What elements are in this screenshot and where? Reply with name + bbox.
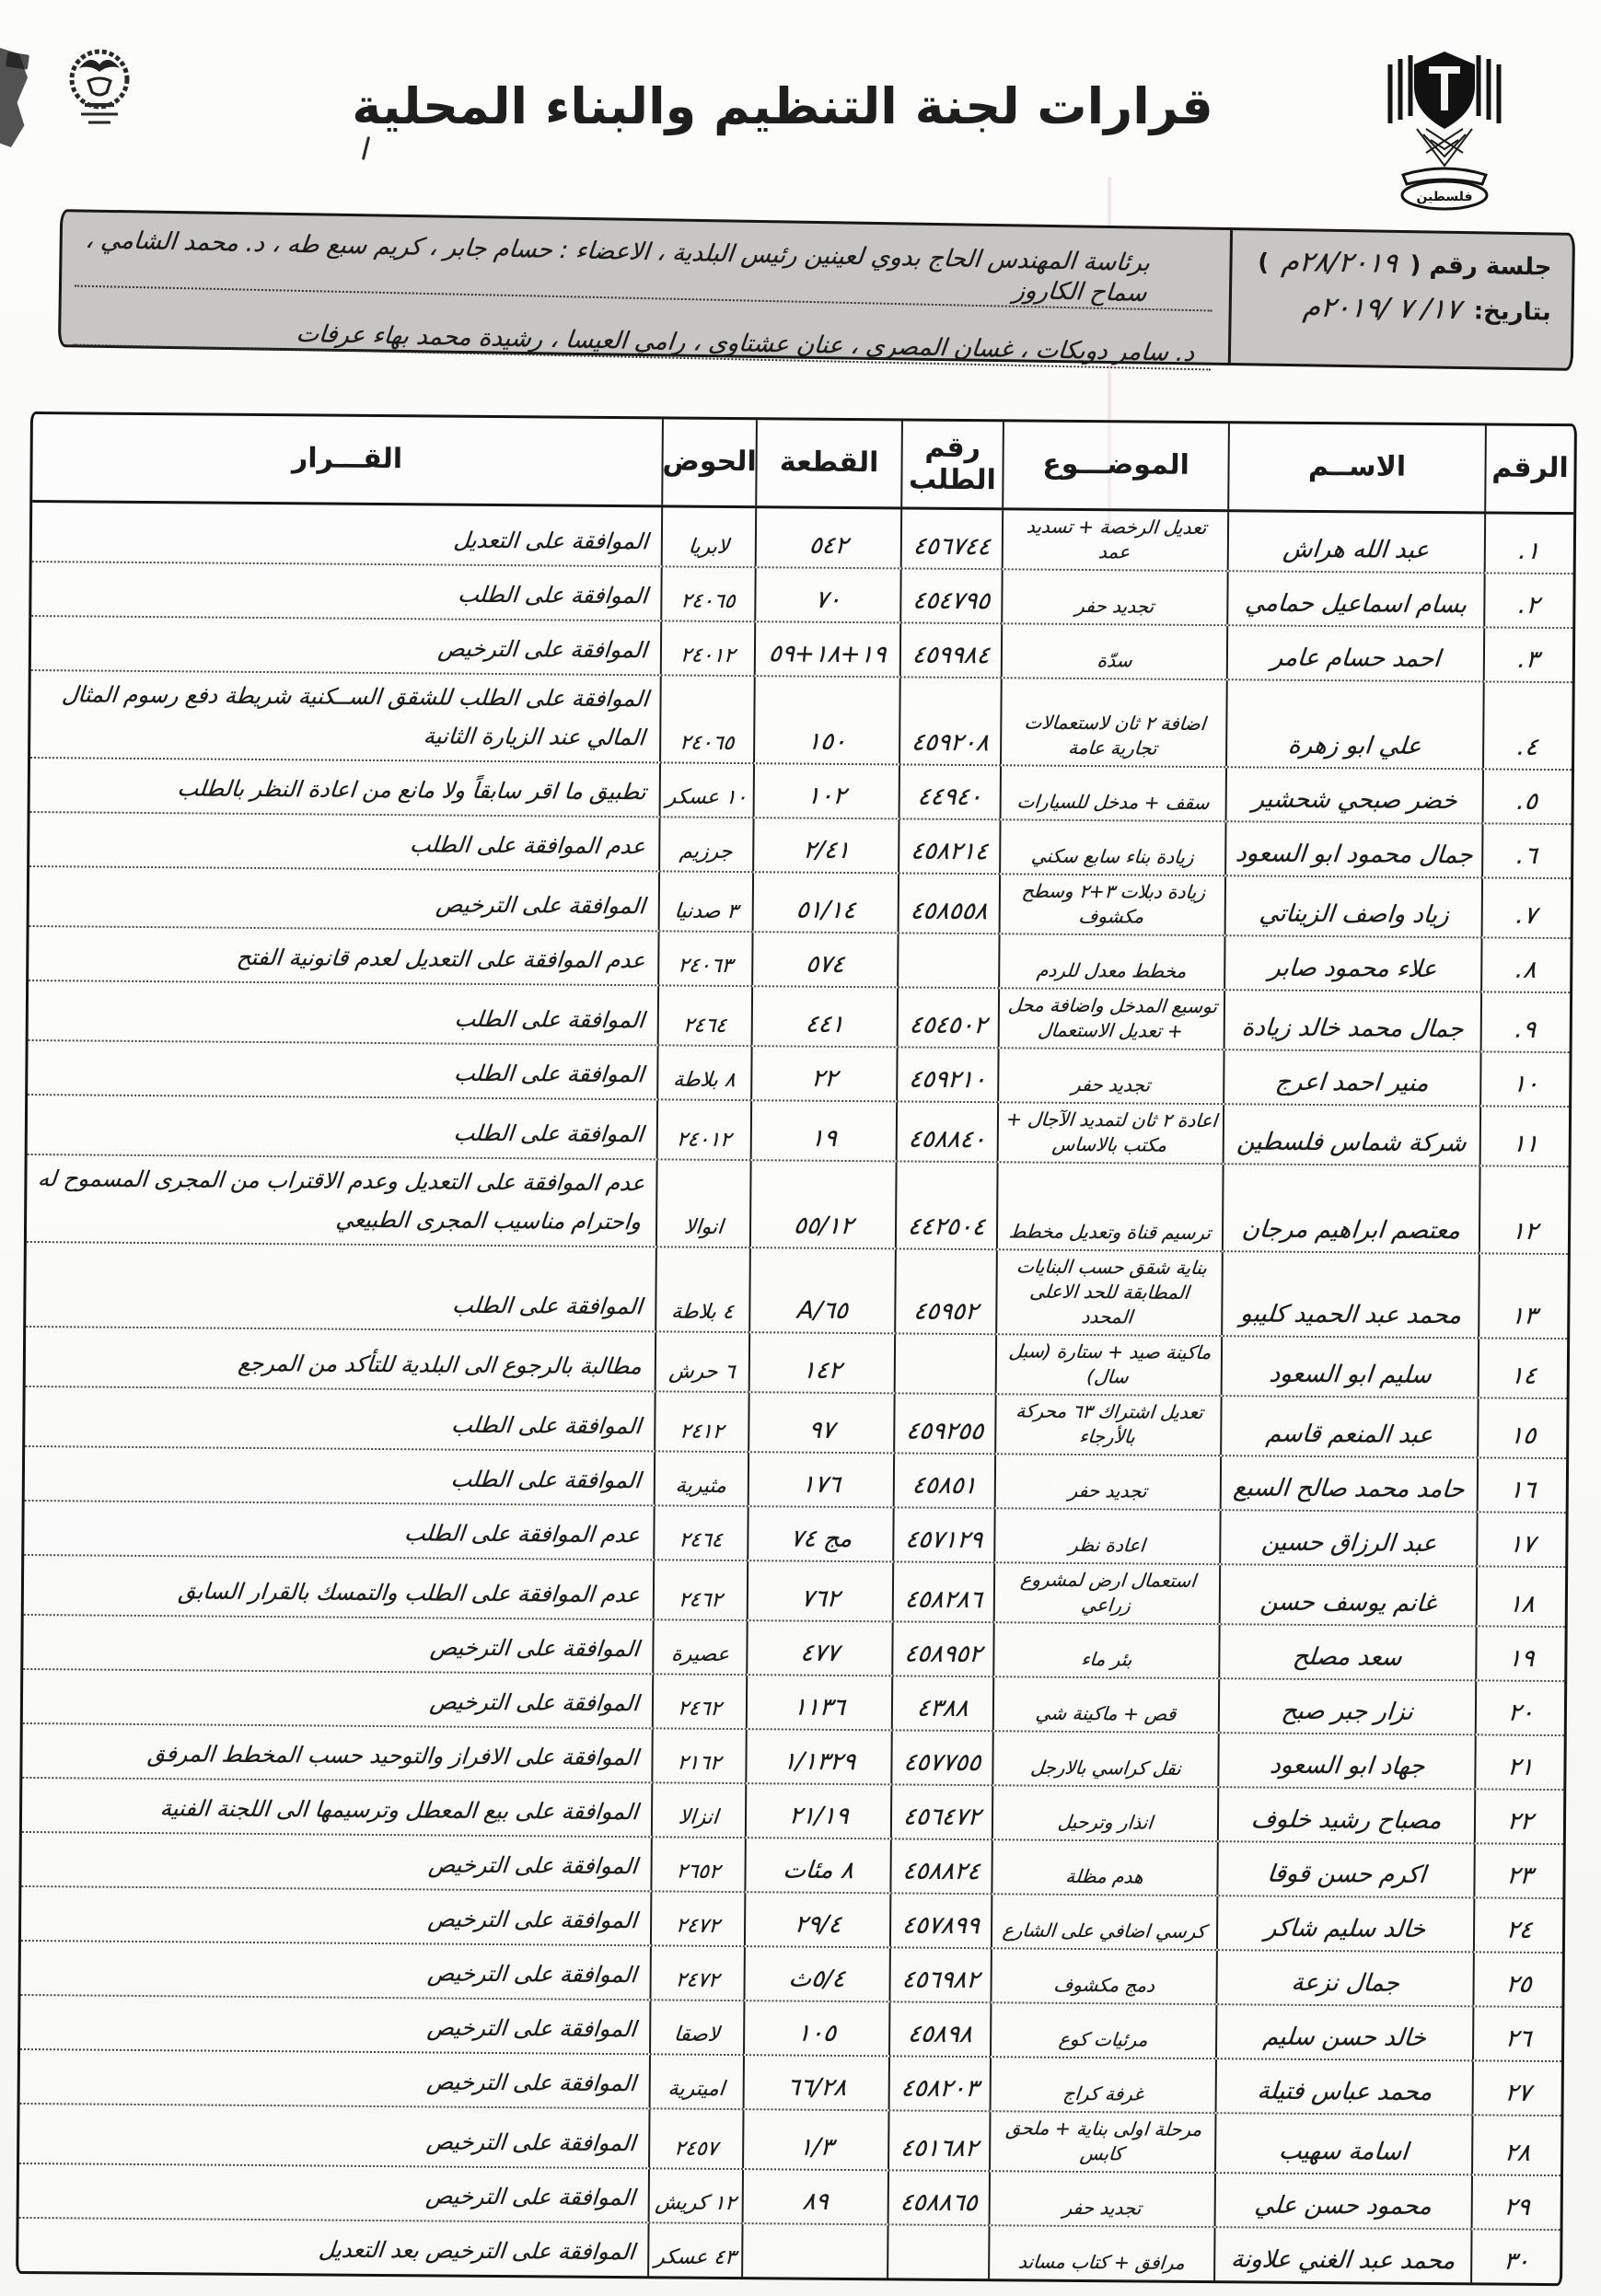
- cell-serial: ١٧: [1476, 1513, 1565, 1566]
- cell-request-no: ٤٥٤٥٠٢: [897, 988, 998, 1047]
- cell-plot: ١٩+١٨+٥٩: [754, 622, 899, 676]
- cell-serial: ٢٦: [1472, 2007, 1561, 2060]
- cell-request-no: ٤٥٨٥٥٨: [898, 874, 999, 933]
- cell-plot: ٥/٤ث: [743, 1947, 888, 2000]
- cell-request-no: ٤٤٩٤٠: [899, 765, 1000, 818]
- cell-subject: مرحلة اولى بناية + ملحق كابس: [989, 2112, 1214, 2172]
- cell-serial: ١١: [1479, 1107, 1569, 1165]
- cell-name: اكرم حسن قوقا: [1216, 1842, 1473, 1896]
- column-header-request: رقم الطلب: [900, 421, 1003, 507]
- cell-basin: ٣ صدنيا: [658, 872, 752, 931]
- cell-serial: ٨.: [1480, 938, 1570, 991]
- cell-basin: ٢٤١٢: [654, 1392, 748, 1451]
- cell-request-no: ٤٥٨٨٢٤: [889, 1839, 991, 1893]
- cell-subject: انذار وترحيل: [992, 1786, 1217, 1840]
- cell-basin: ٢٤٦٢: [653, 1560, 747, 1619]
- session-number-value: ٢٨/٢٠١٩م: [1280, 245, 1399, 280]
- cell-request-no: ٤٥٨٨٦٥: [888, 2171, 989, 2224]
- table-header-row: [32, 414, 1574, 515]
- cell-decision: الموافقة على الافراز والتوحيد حسب المخطط المرفق: [146, 1741, 640, 1771]
- cell-serial: ٦.: [1481, 824, 1571, 877]
- cell-decision: عدم الموافقة على التعديل لعدم قانونية الفتح: [235, 944, 646, 974]
- cell-basin: ٢٤٧٢: [650, 1892, 744, 1945]
- cell-name: منير احمد اعرج: [1223, 1050, 1479, 1105]
- column-header-basin: الحوض: [661, 419, 756, 505]
- cell-decision: الموافقة على الترخيص: [427, 1851, 639, 1880]
- cell-plot: ٢١/١٩: [745, 1784, 890, 1838]
- cell-name: محمد عبد الغني علاونة: [1213, 2228, 1470, 2282]
- cell-name: احمد حسام عامر: [1226, 626, 1483, 680]
- session-info-box: [58, 209, 1575, 371]
- cell-name: بسام اسماعيل حمامي: [1226, 572, 1483, 626]
- cell-request-no: ٤٣٨٨: [891, 1676, 992, 1730]
- cell-basin: عصيرة: [652, 1620, 746, 1674]
- scan-smudge-small: [6, 52, 29, 69]
- cell-subject: تجديد حفر: [1001, 570, 1226, 624]
- cell-subject: زيادة بناء سابع سكني: [999, 820, 1224, 875]
- cell-subject: تجديد حفر: [994, 1455, 1220, 1509]
- table-row: [30, 671, 1572, 771]
- cell-basin: ٢٤٧٢: [649, 1946, 743, 2000]
- cell-plot: ٤٧٧: [746, 1621, 891, 1675]
- cell-name: خضر صبحي شحشير: [1225, 768, 1482, 822]
- cell-subject: تعديل اشتراك ٦٣ محركة بالأرجاء: [994, 1395, 1220, 1455]
- cell-request-no: ٤٥٧٧٥٥: [890, 1731, 992, 1784]
- cell-request-no: ٤٥٨٩٨: [888, 2002, 990, 2056]
- cell-decision: الموافقة على الترخيص: [429, 1634, 641, 1663]
- cell-serial: ٢.: [1483, 574, 1572, 627]
- table-row: [18, 2219, 1560, 2283]
- cell-subject: هدم مظلة: [991, 1840, 1216, 1895]
- cell-basin: انزالا: [651, 1783, 745, 1837]
- cell-basin: ٢٤٠٦٣: [657, 932, 751, 985]
- cell-basin: اميترية: [649, 2055, 743, 2108]
- attendance-line-2: د. سامر دويكات ، غسان المصري ، عنان عشتاوي ، رامي العيسا ، رشيدة محمد بهاء عرفات: [73, 304, 1212, 371]
- cell-name: عبد الله هراش: [1227, 512, 1484, 572]
- session-number-line: [1241, 245, 1552, 282]
- cell-request-no: ٤٥٨٢٨٦: [892, 1562, 993, 1621]
- cell-basin: ٢٤٦٤: [653, 1506, 747, 1560]
- cell-name: جمال نزعة: [1215, 1951, 1472, 2005]
- cell-subject: قص + ماكينة شي: [992, 1677, 1218, 1732]
- cell-name: خالد حسن سليم: [1215, 2005, 1472, 2059]
- cell-name: محمود حسن علي: [1214, 2174, 1471, 2228]
- cell-subject: مخطط معدل للردم: [998, 934, 1224, 989]
- cell-name: سعد مصلح: [1218, 1625, 1475, 1679]
- cell-plot: ١٥٠: [753, 677, 899, 763]
- cell-basin: ٢٦٥٢: [650, 1838, 744, 1891]
- cell-decision: الموافقة على الترخيص: [425, 2069, 638, 2097]
- cell-plot: ٤٤١: [751, 987, 897, 1046]
- cell-name: محمد عباس فتيلة: [1215, 2059, 1472, 2114]
- cell-request-no: ٤٥٩٥٢: [894, 1249, 996, 1333]
- cell-plot: ٨ مئات: [744, 1838, 889, 1892]
- column-header-name: الاســم: [1227, 423, 1485, 511]
- cell-name: غانم يوسف حسن: [1219, 1565, 1476, 1625]
- cell-name: عبد الرزاق حسين: [1219, 1511, 1476, 1565]
- cell-plot: ٨٩: [742, 2170, 888, 2223]
- cell-serial: ١٢: [1479, 1166, 1569, 1253]
- cell-request-no: ٤٥١٦٨٢: [888, 2111, 989, 2170]
- cell-request-no: ٤٥٩٢١٠: [896, 1048, 997, 1101]
- attendance-cell: [61, 208, 1231, 366]
- cell-decision: الموافقة على الترخيص: [435, 891, 647, 920]
- cell-subject: غرفة كراج: [990, 2058, 1215, 2112]
- table-row: [26, 1243, 1568, 1339]
- cell-serial: ١٤: [1478, 1339, 1567, 1397]
- cell-subject: كرسي اضافي على الشارع: [991, 1895, 1216, 1949]
- cell-plot: ٥٤٢: [755, 508, 900, 567]
- cell-plot: ١٠٢: [753, 764, 899, 818]
- cell-basin: ٢٤٥٧: [648, 2109, 742, 2168]
- cell-decision: الموافقة على الترخيص: [428, 1688, 641, 1717]
- cell-request-no: ٤٥٧٨٩٩: [889, 1894, 991, 1947]
- cell-serial: ٢٢: [1474, 1790, 1563, 1843]
- column-header-subject: الموضـــوع: [1002, 422, 1228, 509]
- cell-request-no: [894, 1334, 995, 1393]
- cell-serial: ٣٠: [1470, 2230, 1560, 2283]
- cell-basin: جرزيم: [658, 818, 752, 871]
- cell-plot: ٦٦/٢٨: [743, 2056, 888, 2109]
- emblem-banner-text: فلسطين: [1416, 190, 1473, 204]
- cell-decision: الموافقة على الترخيص: [426, 1906, 639, 1934]
- cell-basin: ٢٤٠١٢: [660, 621, 754, 675]
- cell-decision: الموافقة على الترخيص: [425, 2128, 637, 2157]
- cell-serial: ٧.: [1481, 878, 1571, 937]
- cell-decision: عدم الموافقة على التعديل وعدم الاقتراب من المجرى المسموح له واحترام مناسيب المجرى الطبيعي: [36, 1165, 646, 1235]
- cell-basin: ٢٤٠٦٥: [659, 676, 754, 762]
- column-header-serial: الرقم: [1484, 425, 1574, 512]
- session-number-close: ): [1258, 249, 1270, 277]
- cell-name: مصباح رشيد خلوف: [1217, 1788, 1474, 1842]
- cell-serial: ١٥: [1477, 1398, 1566, 1457]
- cell-serial: ٢٣: [1473, 1844, 1562, 1897]
- cell-name: جمال محمد خالد زيادة: [1224, 991, 1480, 1050]
- cell-subject: بئر ماء: [992, 1623, 1218, 1677]
- cell-plot: ١/١٣٢٩: [745, 1730, 890, 1783]
- cell-serial: ١٣: [1478, 1254, 1568, 1338]
- cell-decision: الموافقة على الترخيص: [436, 635, 649, 664]
- cell-basin: ١٢ كريش: [648, 2169, 742, 2222]
- cell-decision: عدم الموافقة على الطلب: [403, 1520, 642, 1548]
- cell-serial: ٩.: [1480, 992, 1570, 1051]
- cell-request-no: ٤٥٦٤٧٢: [890, 1785, 992, 1838]
- cell-name: علي ابو زهرة: [1225, 680, 1483, 768]
- cell-plot: ١/٣: [742, 2110, 888, 2169]
- cell-name: معتصم ابراهيم مرجان: [1222, 1165, 1479, 1252]
- cell-subject: اعادة ٢ ثان لتمديد الآجال + مكتب بالاساس: [997, 1103, 1223, 1163]
- cell-basin: ٢٤٠٦٥: [660, 567, 754, 620]
- cell-decision: الموافقة على الطلب: [452, 1119, 645, 1148]
- cell-request-no: [887, 2225, 988, 2279]
- cell-decision: عدم الموافقة على الطلب: [409, 831, 647, 860]
- cell-serial: ١.: [1484, 514, 1573, 573]
- cell-request-no: ٤٥٨٨٤٠: [896, 1102, 997, 1161]
- cell-decision: الموافقة على الطلب: [449, 1411, 643, 1440]
- cell-name: عبد المنعم قاسم: [1220, 1397, 1477, 1456]
- cell-plot: مج ٧٤: [747, 1507, 892, 1560]
- cell-serial: ٢٩: [1471, 2175, 1560, 2229]
- cell-plot: ٢٩/٤: [744, 1893, 889, 1946]
- cell-basin: ٤٣ عسكر: [647, 2223, 741, 2277]
- session-date-line: [1241, 290, 1552, 327]
- cell-name: جمال محمود ابو السعود: [1224, 822, 1481, 876]
- cell-subject: نقل كراسي بالارجل: [992, 1732, 1217, 1786]
- cell-name: علاء محمود صابر: [1224, 936, 1480, 991]
- cell-name: جهاد ابو السعود: [1217, 1734, 1474, 1788]
- cell-request-no: ٤٥٦٩٨٢: [888, 1948, 990, 2001]
- cell-decision: الموافقة على الطلب: [449, 1466, 643, 1494]
- cell-subject: تعديل الرخصة + تسديد عمد: [1002, 510, 1227, 570]
- cell-decision: مطالبة بالرجوع الى البلدية للتأكد من المرجع: [237, 1350, 644, 1380]
- cell-request-no: ٤٥٨٢٠٣: [888, 2057, 990, 2110]
- cell-basin: ٢٤٠١٢: [656, 1100, 750, 1159]
- cell-request-no: ٤٥٤٧٩٥: [899, 569, 1001, 622]
- cell-plot: ١١٣٦: [746, 1676, 891, 1729]
- cell-basin: ٢٤٦٤: [657, 986, 751, 1045]
- cell-decision: الموافقة على الطلب: [453, 1005, 646, 1034]
- column-header-decision: القـــرار: [291, 442, 403, 476]
- cell-basin: انوالا: [655, 1160, 750, 1247]
- cell-plot: ١٠٥: [743, 2001, 888, 2055]
- cell-serial: ٤.: [1482, 682, 1572, 769]
- cell-plot: ٥٥/١٢: [749, 1161, 896, 1247]
- cell-subject: سدّة: [1001, 624, 1226, 678]
- cell-plot: ٢/٤١: [752, 818, 898, 872]
- cell-request-no: ٤٥٧١٢٩: [892, 1508, 993, 1561]
- cell-name: محمد عبد الحميد كليبو: [1221, 1252, 1479, 1337]
- cell-name: نزار جبر صبح: [1218, 1679, 1475, 1734]
- cell-plot: ٥١/١٤: [752, 873, 898, 932]
- cell-decision: الموافقة على الترخيص بعد التعديل: [317, 2236, 636, 2266]
- cell-basin: مثيرية: [654, 1452, 748, 1505]
- cell-request-no: ٤٥٨٩٥٢: [891, 1622, 992, 1676]
- cell-decision: الموافقة على الطلب للشقق الســكنية شريطة دفع رسوم المثال المالي عند الزيارة الثانية: [60, 681, 650, 751]
- cell-name: اسامة سهيب: [1214, 2114, 1471, 2174]
- cell-plot: ١٧٦: [748, 1453, 893, 1506]
- session-date-value: ١٧/ ٧ /٢٠١٩م: [1302, 291, 1463, 326]
- cell-basin: ٢٤٦٢: [652, 1675, 746, 1728]
- table-row: [27, 1155, 1569, 1255]
- cell-serial: ١٩: [1475, 1627, 1564, 1680]
- cell-decision: الموافقة على الترخيص: [426, 1960, 639, 1989]
- cell-request-no: ٤٥٨٢١٤: [898, 819, 999, 873]
- cell-subject: مرافق + كتاب مساند: [988, 2226, 1213, 2280]
- cell-basin: ٨ بلاطة: [656, 1046, 750, 1099]
- cell-subject: ماكينة صيد + ستارة (سبل سال): [995, 1335, 1221, 1395]
- cell-name: سليم ابو السعود: [1221, 1337, 1478, 1397]
- page-title: قرارات لجنة التنظيم والبناء المحلية: [352, 77, 1213, 135]
- cell-decision: تطبيق ما اقر سابقاً ولا مانع من اعادة النظر بالطلب: [176, 775, 648, 806]
- cell-serial: ٢٤: [1473, 1898, 1562, 1952]
- palestine-eagle-icon: [1375, 44, 1514, 218]
- cell-serial: ٣.: [1483, 628, 1572, 681]
- cell-name: شركة شماس فلسطين: [1223, 1105, 1479, 1165]
- cell-plot: ٢٢: [750, 1047, 896, 1100]
- cell-subject: استعمال ارض لمشروع زراعي: [993, 1563, 1219, 1623]
- cell-serial: ٢١: [1474, 1735, 1563, 1789]
- cell-serial: ٥.: [1482, 770, 1572, 823]
- cell-subject: سقف + مدخل للسيارات: [1000, 766, 1225, 820]
- cell-plot: ٦٥/A: [748, 1248, 895, 1332]
- cell-plot: ٧٦٢: [747, 1561, 892, 1620]
- cell-plot: ١٤٢: [748, 1333, 894, 1392]
- cell-plot: [741, 2224, 887, 2278]
- cell-basin: ٢١٦٢: [651, 1729, 745, 1782]
- cell-basin: ٤ بلاطة: [655, 1247, 749, 1331]
- session-cell: [1228, 230, 1572, 368]
- cell-basin: ٦ حرش: [655, 1332, 748, 1391]
- cell-subject: دمج مكشوف: [990, 1949, 1215, 2003]
- cell-plot: ٥٧٤: [751, 933, 897, 986]
- cell-subject: بناية شقق حسب البنايات المطابقة للحد الاعلى المحدد: [995, 1250, 1222, 1335]
- cell-plot: ٩٧: [748, 1393, 893, 1452]
- cell-request-no: ٤٥٨٥١: [893, 1454, 994, 1507]
- cell-subject: زيادة دبلات ٣+٢ وسطح مكشوف: [999, 875, 1224, 934]
- cell-subject: اضافة ٢ ثان لاستعمالات تجارية عامة: [1000, 678, 1226, 766]
- cell-decision: الموافقة على الطلب: [457, 581, 649, 609]
- municipality-logo-icon: [63, 41, 136, 133]
- cell-request-no: ٤٥٩٩٨٤: [899, 623, 1001, 677]
- cell-name: حامد محمد صالح السبع: [1220, 1456, 1477, 1511]
- cell-subject: اعادة نظر: [993, 1509, 1219, 1563]
- cell-decision: الموافقة على الطلب: [452, 1060, 645, 1088]
- cell-plot: ٧٠: [754, 568, 899, 621]
- cell-request-no: ٤٥٦٧٤٤: [900, 509, 1002, 568]
- cell-decision: الموافقة على التعديل: [452, 527, 650, 555]
- cell-plot: ١٩: [750, 1101, 896, 1160]
- cell-request-no: [897, 933, 998, 987]
- cell-decision: الموافقة على بيع المعطل وترسيمها الى اللجنة الفنية: [158, 1795, 640, 1826]
- cell-request-no: ٤٤٢٥٠٤: [895, 1162, 997, 1248]
- cell-serial: ١٠: [1479, 1052, 1569, 1106]
- cell-subject: مرئيات كوع: [990, 2003, 1215, 2058]
- stray-pen-mark: [362, 136, 370, 160]
- table-body: [18, 503, 1573, 2283]
- cell-subject: تجديد حفر: [989, 2172, 1214, 2226]
- cell-serial: ٢٠: [1475, 1681, 1564, 1734]
- cell-name: زياد واصف الزيناتي: [1224, 876, 1481, 936]
- cell-serial: ٢٧: [1472, 2061, 1561, 2115]
- session-date-label: بتاريخ:: [1473, 297, 1551, 327]
- cell-subject: تجديد حفر: [997, 1049, 1223, 1103]
- cell-serial: ١٦: [1477, 1458, 1566, 1512]
- decisions-table: [16, 412, 1577, 2286]
- cell-basin: لابريا: [661, 507, 755, 566]
- cell-decision: الموافقة على الطلب: [450, 1292, 644, 1320]
- session-number-label: جلسة رقم (: [1410, 251, 1552, 282]
- cell-serial: ١٨: [1476, 1567, 1565, 1626]
- cell-decision: الموافقة على الترخيص: [426, 2014, 638, 2043]
- cell-basin: ١٠ عسكر: [659, 763, 753, 817]
- column-header-plot: القطعة: [755, 420, 901, 506]
- cell-decision: عدم الموافقة على الطلب والتمسك بالقرار السابق: [177, 1578, 642, 1608]
- cell-serial: ٢٨: [1471, 2116, 1560, 2174]
- cell-request-no: ٤٥٩٢٠٨: [899, 678, 1001, 764]
- cell-name: خالد سليم شاكر: [1216, 1896, 1473, 1951]
- cell-request-no: ٤٥٩٢٥٥: [893, 1394, 994, 1453]
- cell-serial: ٢٥: [1472, 1953, 1561, 2006]
- cell-subject: توسيع المدخل واضافة محل + تعديل الاستعمال: [998, 989, 1224, 1049]
- cell-subject: ترسيم قناة وتعديل مخطط: [996, 1163, 1223, 1250]
- cell-basin: لاصقا: [649, 2000, 743, 2054]
- attendance-line-1: برئاسة المهندس الحاج بدوي لعينين رئيس البلدية ، الاعضاء : حسام جابر ، كريم سبع طه ، د. محمد الشامي ، سماح الكاروز: [75, 226, 1213, 312]
- cell-decision: الموافقة على الترخيص: [424, 2183, 637, 2211]
